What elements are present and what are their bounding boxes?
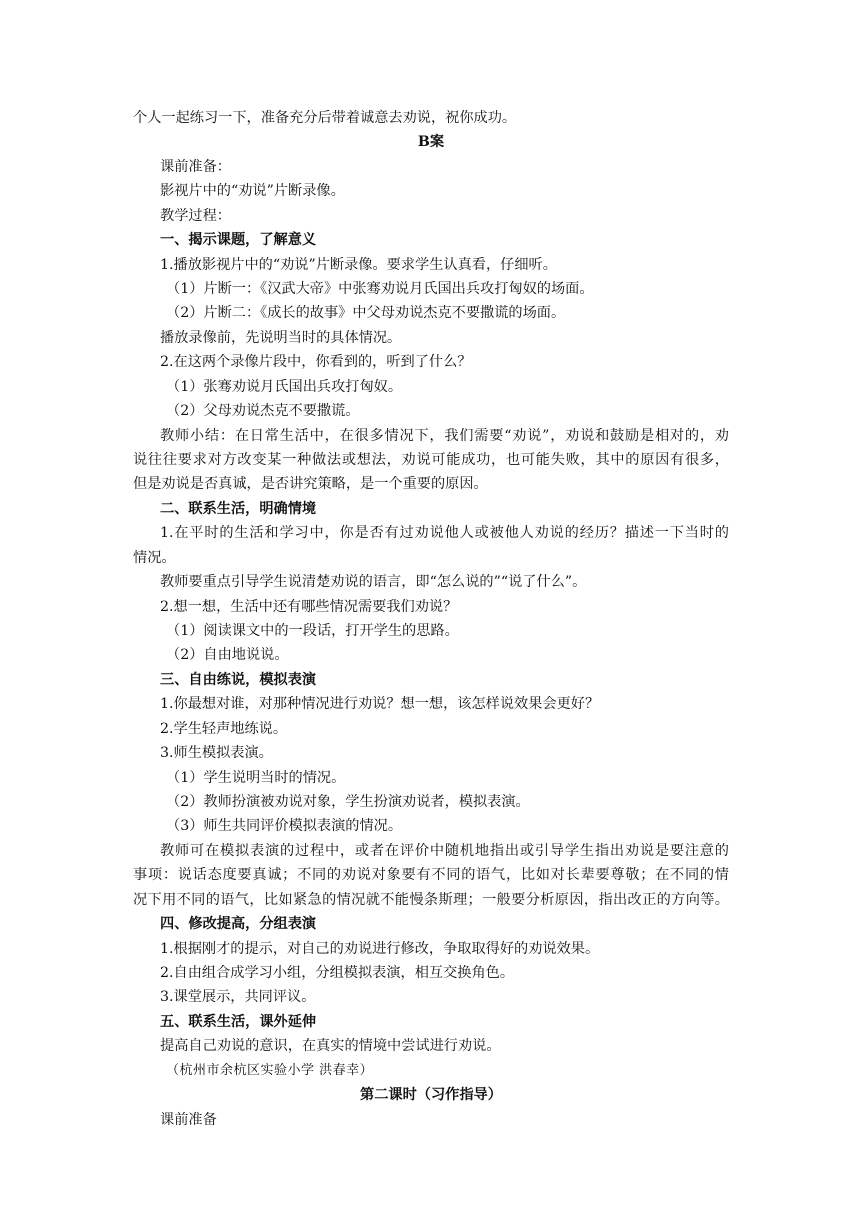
paragraph-line: 2.想一想，生活中还有哪些情况需要我们劝说？ [160, 599, 458, 615]
list-item: （1）学生说明当时的情况。 [166, 770, 346, 786]
paragraph-line: 3.课堂展示，共同评议。 [160, 989, 316, 1005]
list-item: （2）父母劝说杰克不要撒谎。 [166, 403, 360, 419]
list-item: （3）师生共同评价模拟表演的情况。 [166, 818, 403, 834]
list-item: （1）片断一：《汉武大帝》中张骞劝说月氏国出兵攻打匈奴的场面。 [166, 281, 594, 297]
paragraph-line: 提高自己劝说的意识，在真实的情境中尝试进行劝说。 [160, 1038, 501, 1054]
section-heading: 三、自由练说，模拟表演 [160, 672, 317, 688]
section-heading: 二、联系生活，明确情境 [160, 501, 317, 517]
paragraph-line: 情况。 [133, 550, 176, 566]
paragraph-line: 教师要重点引导学生说清楚劝说的语言，即“怎么说的”“说了什么”。 [160, 574, 587, 590]
paragraph-line: 说往往要求对方改变某一种做法或想法，劝说可能成功，也可能失败，其中的原因有很多， [133, 452, 729, 468]
paragraph-line: 但是劝说是否真诚，是否讲究策略，是一个重要的原因。 [133, 476, 488, 492]
paragraph-line: 个人一起练习一下，准备充分后带着诚意去劝说，祝你成功。 [133, 110, 517, 126]
paragraph-line: 2.学生轻声地练说。 [160, 721, 288, 737]
paragraph-line: 1.播放影视片中的“劝说”片断录像。要求学生认真看，仔细听。 [160, 257, 557, 273]
list-item: （2）片断二：《成长的故事》中父母劝说杰克不要撒谎的场面。 [166, 305, 566, 321]
section-heading: 四、修改提高，分组表演 [160, 916, 317, 932]
paragraph-line: 事项：说话态度要真诚；不同的劝说对象要有不同的语气，比如对长辈要尊敬；在不同的情 [133, 867, 729, 883]
list-item: （1）张骞劝说月氏国出兵攻打匈奴。 [166, 379, 403, 395]
section-heading: 一、揭示课题，了解意义 [160, 232, 317, 248]
list-item: （2）教师扮演被劝说对象，学生扮演劝说者，模拟表演。 [166, 794, 530, 810]
lesson-heading: 第二课时（习作指导） [360, 1087, 502, 1103]
paragraph-line: 播放录像前，先说明当时的具体情况。 [160, 330, 402, 346]
paragraph-line: 1.根据刚才的提示，对自己的劝说进行修改，争取取得好的劝说效果。 [160, 941, 600, 957]
paragraph-line: 教学过程： [160, 208, 231, 224]
author-signature: （杭州市余杭区实验小学 洪春幸） [166, 1063, 374, 1078]
paragraph-line: 课前准备 [160, 1112, 217, 1128]
list-item: （2）自由地说说。 [166, 647, 289, 663]
paragraph-line: 3.师生模拟表演。 [160, 745, 273, 761]
section-heading: 五、联系生活，课外延伸 [160, 1014, 317, 1030]
paragraph-line: 2.在这两个录像片段中，你看到的，听到了什么？ [160, 354, 472, 370]
paragraph-line: 2.自由组合成学习小组，分组模拟表演，相互交换角色。 [160, 965, 515, 981]
paragraph-line: 1.你最想对谁，对那种情况进行劝说？想一想，该怎样说效果会更好？ [160, 696, 600, 712]
paragraph-line: 教师可在模拟表演的过程中，或者在评价中随机地指出或引导学生指出劝说是要注意的 [160, 843, 729, 859]
paragraph-line: 影视片中的“劝说”片断录像。 [160, 183, 345, 199]
paragraph-line: 1.在平时的生活和学习中，你是否有过劝说他人或被他人劝说的经历？描述一下当时的 [160, 525, 729, 541]
paragraph-line: 课前准备： [160, 159, 231, 175]
paragraph-line: 教师小结：在日常生活中，在很多情况下，我们需要“劝说”，劝说和鼓励是相对的，劝 [160, 428, 729, 444]
list-item: （1）阅读课文中的一段话，打开学生的思路。 [166, 623, 459, 639]
paragraph-line: 况下用不同的语气，比如紧急的情况就不能慢条斯理；一般要分析原因，指出改正的方向等。 [133, 892, 729, 908]
section-heading-b-plan: B案 [417, 134, 445, 150]
